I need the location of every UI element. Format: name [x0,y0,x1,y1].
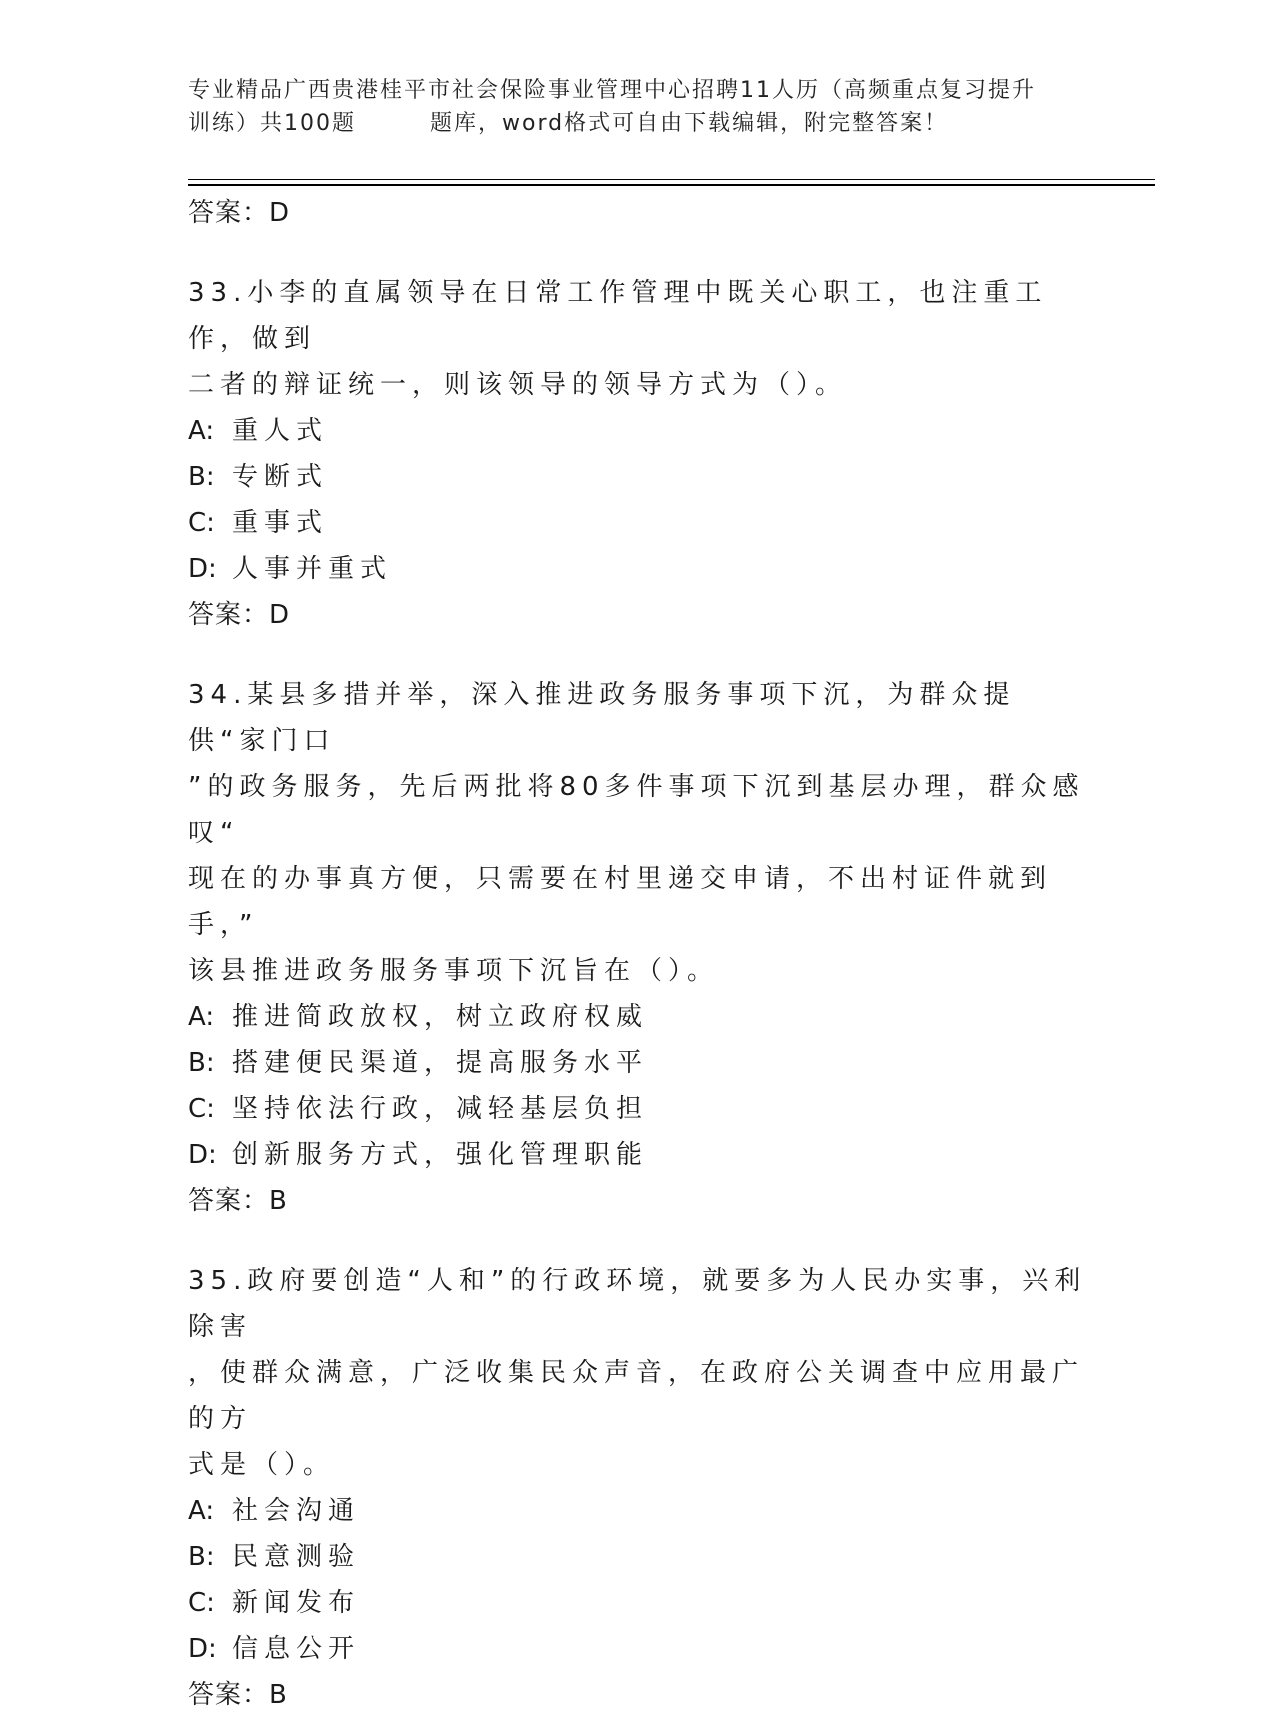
question-item [188,270,1088,638]
question-stem-line: ”的政务服务，先后两批将80多件事项下沉到基层办理，群众感叹“ [188,772,1085,848]
option-key: B: [188,1542,215,1572]
option-d [188,1132,1088,1178]
option-d [188,546,1088,592]
option-text: 创新服务方式，强化管理职能 [232,1140,649,1170]
option-key: C: [188,1094,215,1124]
question-stem-line: ，使群众满意，广泛收集民众声音，在政府公关调查中应用最广的方 [188,1358,1085,1434]
option-d [188,1626,1088,1672]
option-key: B: [188,462,215,492]
option-key: C: [188,508,215,538]
option-b [188,454,1088,500]
option-key: A: [188,1002,215,1032]
question-stem-line: 式是（）。 [188,1450,336,1480]
option-key: D: [188,1634,217,1664]
option-b [188,1534,1088,1580]
question-stem-line: 33.小李的直属领导在日常工作管理中既关心职工，也注重工作，做到 [188,278,1048,354]
option-key: B: [188,1048,215,1078]
option-text: 重人式 [232,416,329,446]
option-b [188,1040,1088,1086]
question-item [188,1258,1088,1718]
option-text: 专断式 [232,462,329,492]
option-key: C: [188,1588,215,1618]
header-title-line2-left: 训练）共100题 [188,111,356,136]
option-text: 人事并重式 [232,554,393,584]
header-title-line2 [188,107,1088,140]
answer-line: 答案：B [188,1186,288,1216]
option-text: 重事式 [232,508,329,538]
question-stem-line: 二者的辩证统一，则该领导的领导方式为（）。 [188,370,848,400]
option-c [188,1086,1088,1132]
answer-line: 答案：D [188,600,291,630]
option-key: D: [188,554,217,584]
question-item [188,672,1088,1224]
option-text: 新闻发布 [232,1588,361,1618]
document-header [188,74,1088,140]
header-title-line2-right: 题库，word格式可自由下载编辑，附完整答案！ [430,111,949,136]
question-stem-line: 35.政府要创造“人和”的行政环境，就要多为人民办实事，兴利除害 [188,1266,1087,1342]
question-list [188,190,1088,1718]
option-a [188,994,1088,1040]
option-key: A: [188,1496,215,1526]
option-a [188,408,1088,454]
option-c [188,500,1088,546]
option-a [188,1488,1088,1534]
option-text: 坚持依法行政，减轻基层负担 [232,1094,649,1124]
option-text: 推进简政放权，树立政府权威 [232,1002,649,1032]
header-divider-thin [188,179,1155,180]
option-text: 社会沟通 [232,1496,361,1526]
option-c [188,1580,1088,1626]
option-text: 信息公开 [232,1634,361,1664]
question-stem-line: 34.某县多措并举，深入推进政务服务事项下沉，为群众提供“家门口 [188,680,1016,756]
header-divider-thick [188,184,1155,186]
question-stem-line: 现在的办事真方便，只需要在村里递交申请，不出村证件就到手，” [188,864,1053,940]
option-key: A: [188,416,215,446]
answer-line: 答案：D [188,198,291,228]
header-title-line1: 专业精品广西贵港桂平市社会保险事业管理中心招聘11人历（高频重点复习提升 [188,78,1036,103]
answer-line: 答案：B [188,1680,288,1710]
option-text: 搭建便民渠道，提高服务水平 [232,1048,649,1078]
question-stem-line: 该县推进政务服务事项下沉旨在（）。 [188,956,720,986]
option-text: 民意测验 [232,1542,361,1572]
option-key: D: [188,1140,217,1170]
